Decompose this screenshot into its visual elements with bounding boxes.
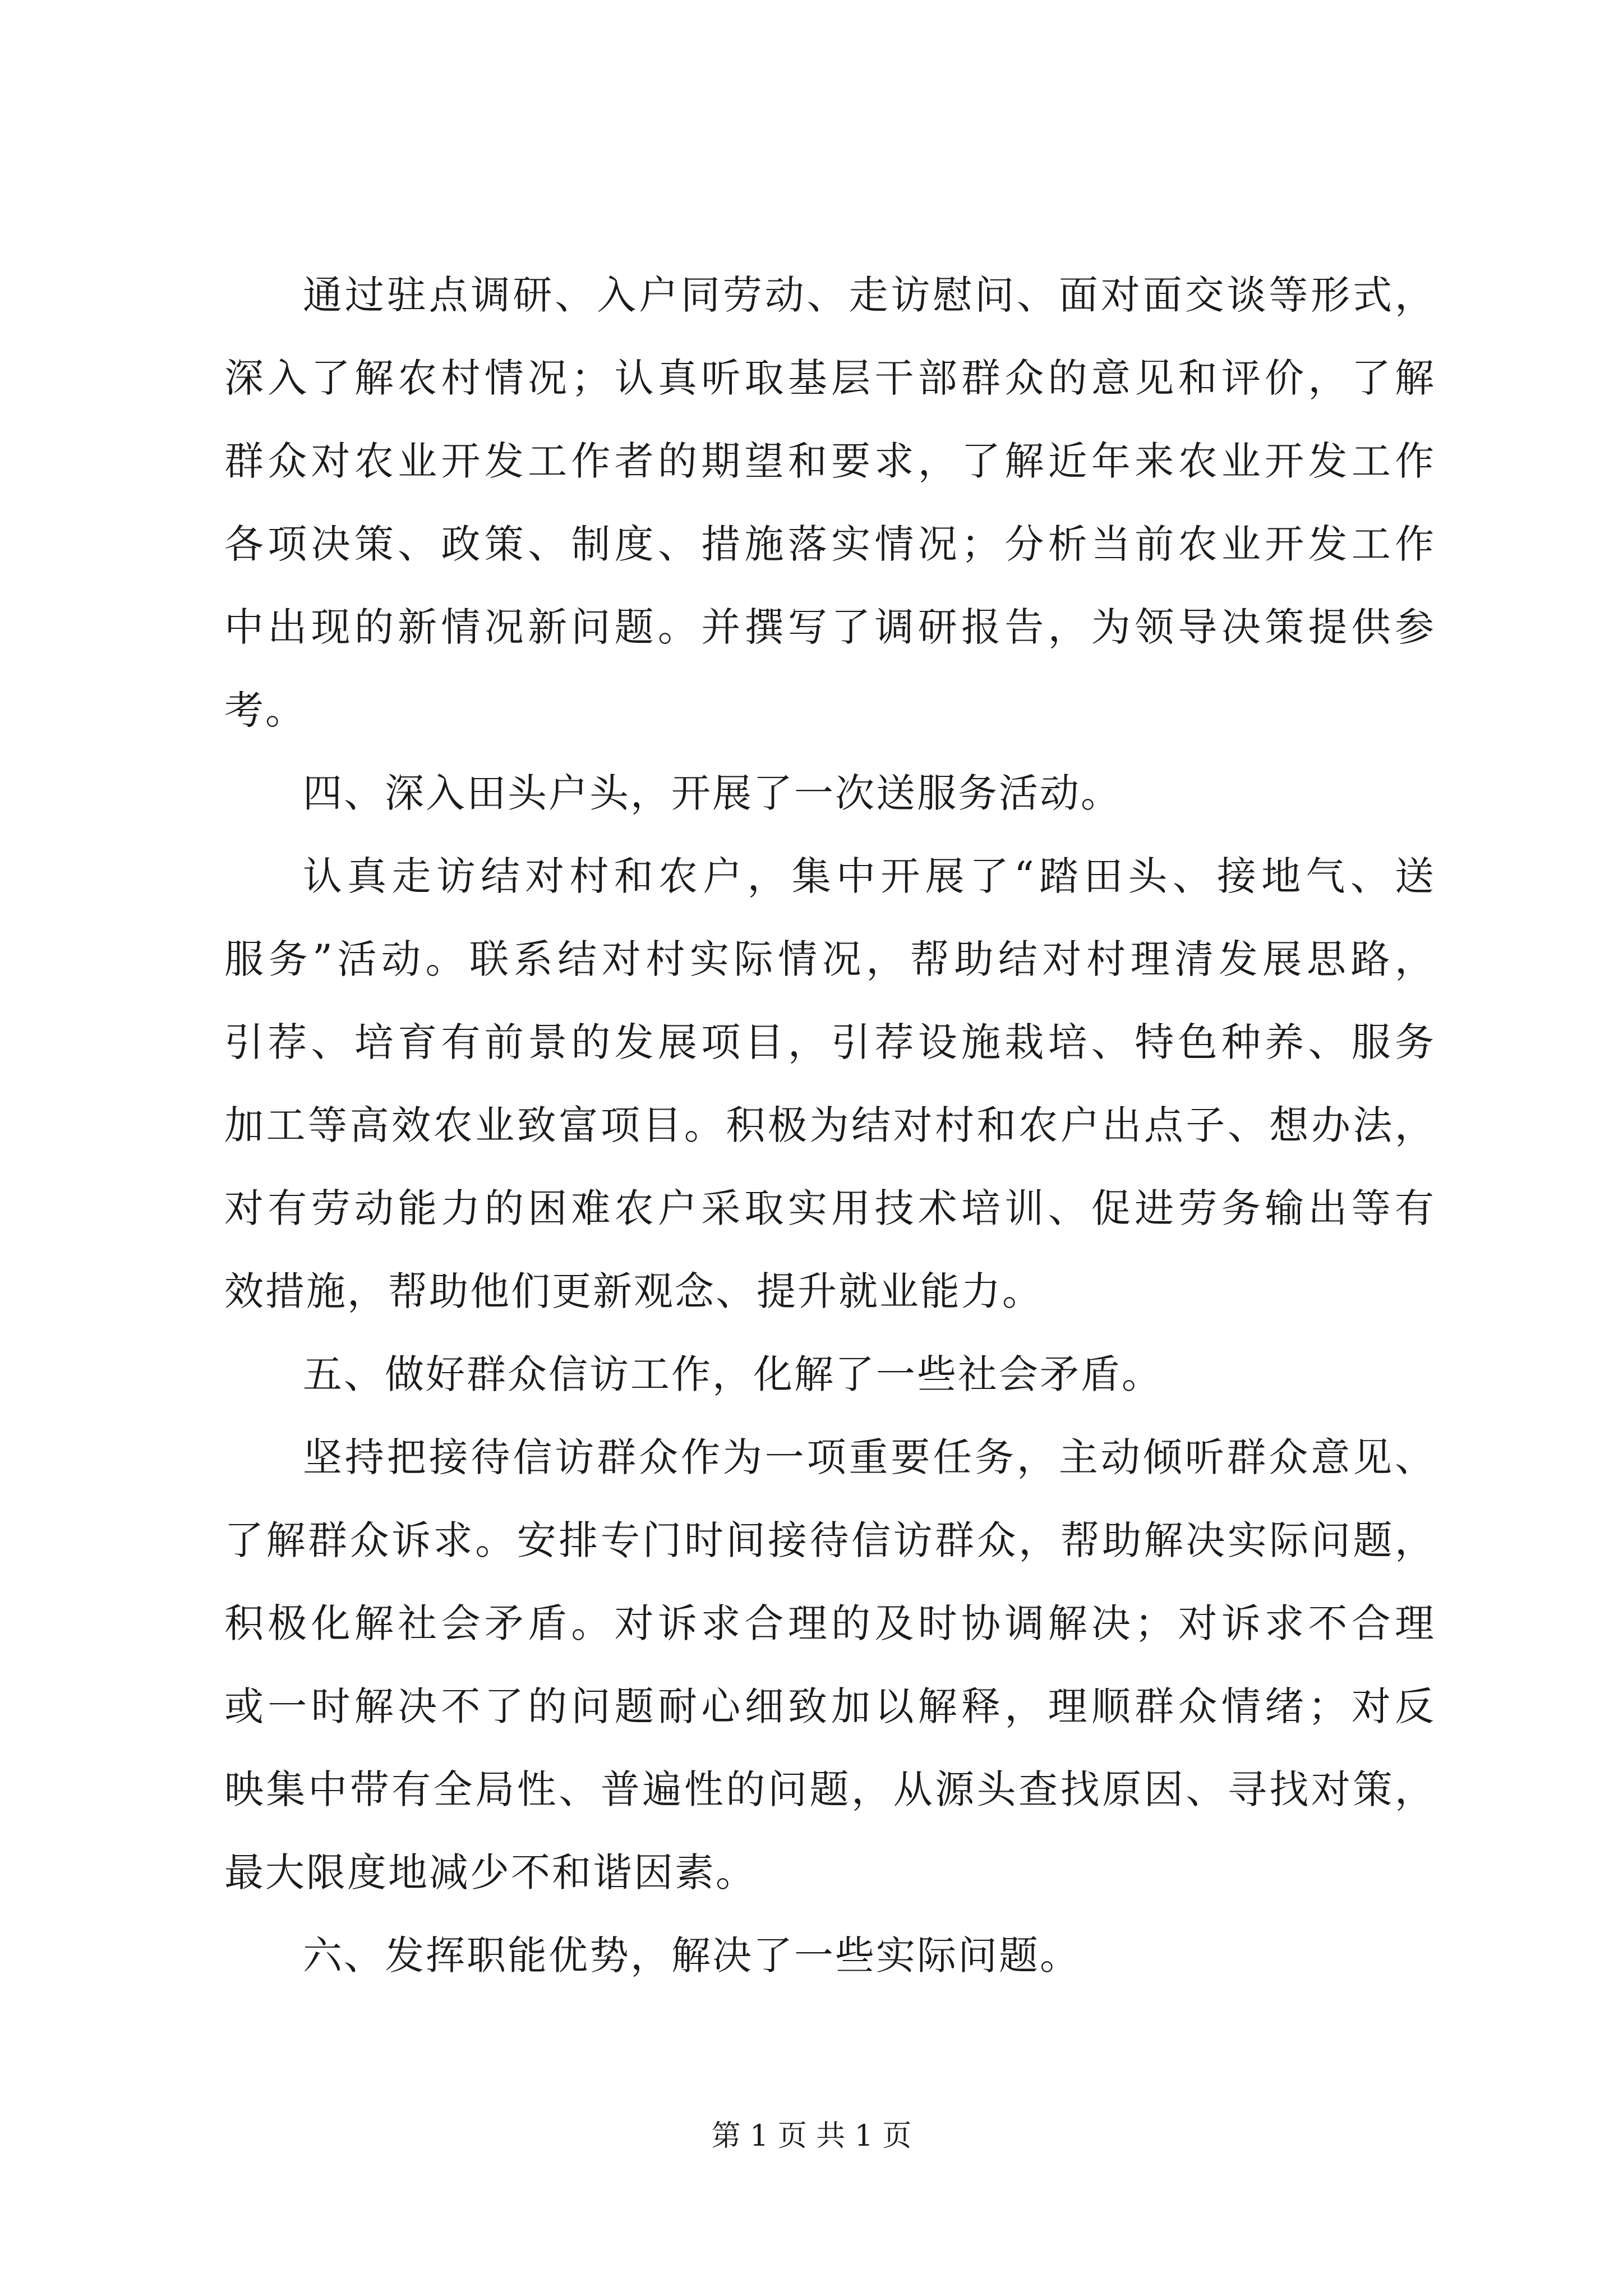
paragraph-line: 各项决策、政策、制度、措施落实情况；分析当前农业开发工作 (224, 521, 1436, 567)
paragraph-line: 服务”活动。联系结对村实际情况，帮助结对村理清发展思路， (224, 936, 1436, 982)
paragraph-line: 深入了解农村情况；认真听取基层干部群众的意见和评价，了解 (224, 355, 1436, 401)
page-number-label: 第 1 页 共 1 页 (711, 2119, 912, 2153)
document-body (224, 254, 1436, 1997)
paragraph-line: 了解群众诉求。安排专门时间接待信访群众，帮助解决实际问题， (224, 1517, 1436, 1563)
paragraph-line: 坚持把接待信访群众作为一项重要任务，主动倾听群众意见、 (303, 1434, 1436, 1480)
paragraph-line: 通过驻点调研、入户同劳动、走访慰问、面对面交谈等形式， (303, 272, 1436, 318)
section-heading: 五、做好群众信访工作，化解了一些社会矛盾。 (303, 1351, 1163, 1397)
paragraph-1 (224, 254, 1436, 752)
paragraph-line: 群众对农业开发工作者的期望和要求，了解近年来农业开发工作 (224, 438, 1436, 484)
paragraph-5 (224, 1416, 1436, 1914)
paragraph-line: 认真走访结对村和农户，集中开展了“踏田头、接地气、送 (303, 853, 1436, 899)
section-heading-5 (224, 1333, 1436, 1416)
paragraph-line: 加工等高效农业致富项目。积极为结对村和农户出点子、想办法， (224, 1102, 1436, 1148)
section-heading-6 (224, 1914, 1436, 1997)
page-footer (0, 2119, 1623, 2153)
section-heading: 四、深入田头户头，开展了一次送服务活动。 (303, 770, 1122, 816)
paragraph-3 (224, 835, 1436, 1333)
paragraph-line: 映集中带有全局性、普遍性的问题，从源头查找原因、寻找对策， (224, 1766, 1436, 1812)
paragraph-line: 最大限度地减少不和谐因素。 (224, 1849, 757, 1895)
paragraph-line: 考。 (224, 687, 306, 733)
section-heading: 六、发挥职能优势，解决了一些实际问题。 (303, 1932, 1081, 1978)
paragraph-line: 效措施，帮助他们更新观念、提升就业能力。 (224, 1268, 1043, 1314)
section-heading-4 (224, 752, 1436, 835)
paragraph-line: 中出现的新情况新问题。并撰写了调研报告，为领导决策提供参 (224, 604, 1436, 650)
paragraph-line: 引荐、培育有前景的发展项目，引荐设施栽培、特色种养、服务 (224, 1019, 1436, 1065)
paragraph-line: 或一时解决不了的问题耐心细致加以解释，理顺群众情绪；对反 (224, 1683, 1436, 1729)
paragraph-line: 积极化解社会矛盾。对诉求合理的及时协调解决；对诉求不合理 (224, 1600, 1436, 1646)
paragraph-line: 对有劳动能力的困难农户采取实用技术培训、促进劳务输出等有 (224, 1185, 1436, 1231)
